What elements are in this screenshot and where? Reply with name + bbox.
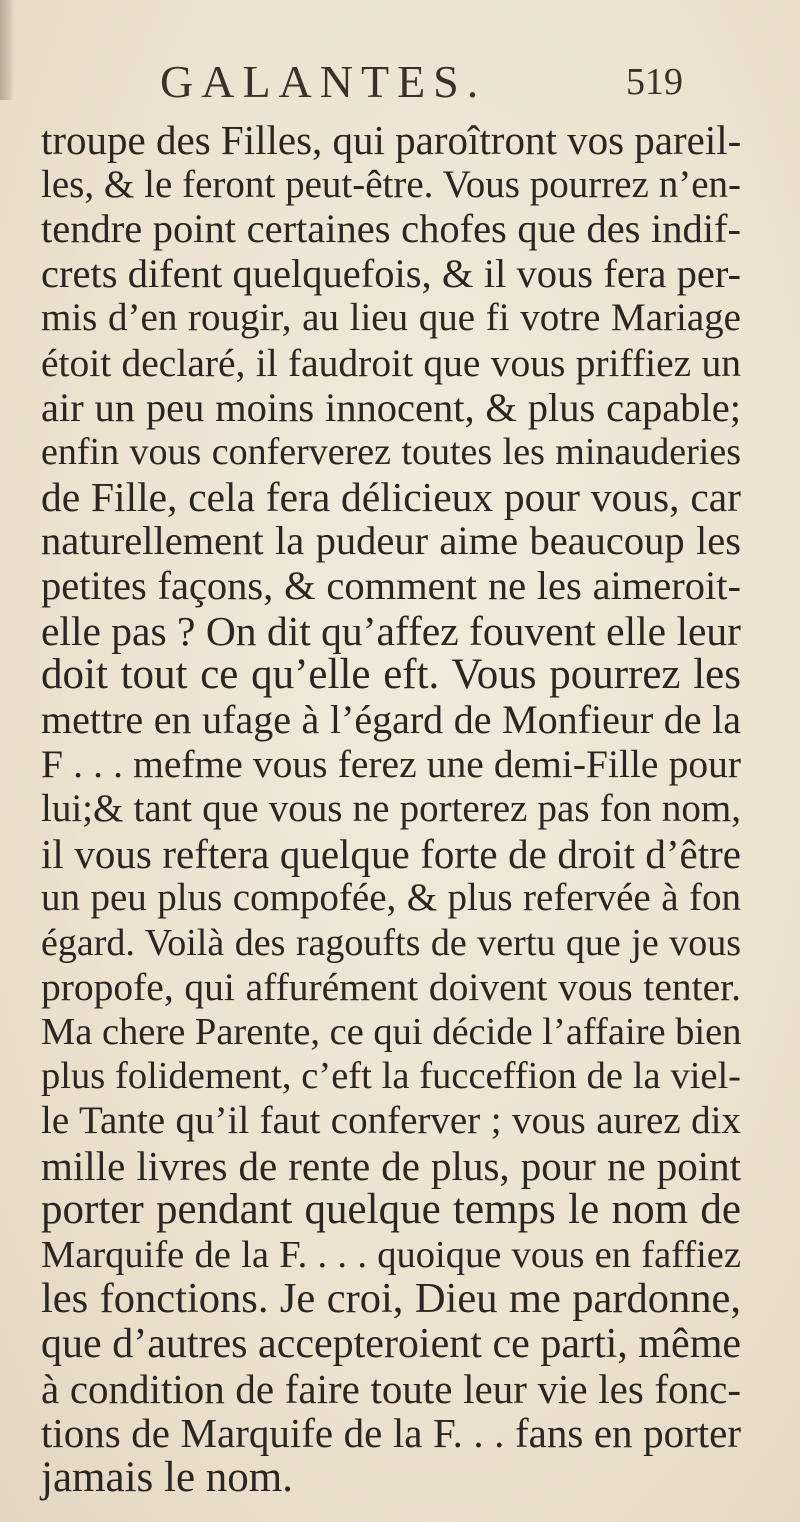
text-line: mille livres de rente de plus, pour ne point [41, 1142, 741, 1189]
text-line: tions de Marquife de la F. . . fans en porter [41, 1410, 741, 1457]
text-line: elle pas ? On dit qu’affez fouvent elle leur [41, 607, 741, 654]
text-line: à condition de faire toute leur vie les fonc- [41, 1365, 741, 1412]
text-line: jamais le nom. [41, 1453, 293, 1501]
page-number: 519 [626, 61, 683, 103]
text-line: étoit declaré, il faudroit que vous priffiez un [41, 340, 741, 385]
text-line: les fonctions. Je croi, Dieu me pardonne, [41, 1275, 741, 1323]
text-line: égard. Voilà des ragoufts de vertu que je vous [41, 921, 741, 964]
text-line: mis d’en rougir, au lieu que fi votre Mariage [41, 296, 741, 340]
text-line: lui;& tant que vous ne porterez pas fon nom, [41, 786, 741, 830]
running-title: GALANTES. [160, 56, 487, 107]
text-line: que d’autres accepteroient ce parti, même [41, 1321, 741, 1368]
text-line: un peu plus compofée, & plus refervée à fon [41, 876, 741, 920]
text-line: les, & le feront peut-être. Vous pourrez n’en- [41, 162, 741, 206]
text-line: le Tante qu’il faut conferver ; vous aurez dix [41, 1099, 741, 1143]
text-line: propofe, qui affurément doivent vous tenter. [41, 965, 741, 1010]
text-line: troupe des Filles, qui paroîtront vos pareil- [41, 117, 742, 163]
text-line: il vous reftera quelque forte de droit d’être [41, 830, 741, 877]
text-line: enfin vous conferverez toutes les minauderies [41, 431, 741, 474]
text-line: air un peu moins innocent, & plus capable; [41, 384, 741, 430]
page-header [0, 52, 800, 112]
text-line: doit tout ce qu’elle eft. Vous pourrez les [41, 651, 741, 699]
text-line: Marquife de la F. . . . quoique vous en faffiez [41, 1233, 741, 1276]
text-line: F . . . mefme vous ferez une demi-Fille pour [41, 742, 741, 787]
text-line: plus folidement, c’eft la fucceffion de la viel- [41, 1055, 741, 1098]
text-line: Ma chere Parente, ce qui décide l’affaire bien [41, 1010, 742, 1053]
text-line: tendre point certaines chofes que des indif- [41, 206, 741, 252]
text-line: naturellement la pudeur aime beaucoup les [41, 518, 741, 564]
body-text [41, 118, 741, 1500]
text-line: porter pendant quelque temps le nom de [41, 1186, 741, 1234]
text-line: petites façons, & comment ne les aimeroit- [41, 562, 741, 608]
text-line: de Fille, cela fera délicieux pour vous, car [41, 473, 741, 520]
text-line: crets difent quelquefois, & il vous fera per- [41, 250, 741, 296]
text-line: mettre en ufage à l’égard de Monfieur de la [41, 696, 741, 742]
